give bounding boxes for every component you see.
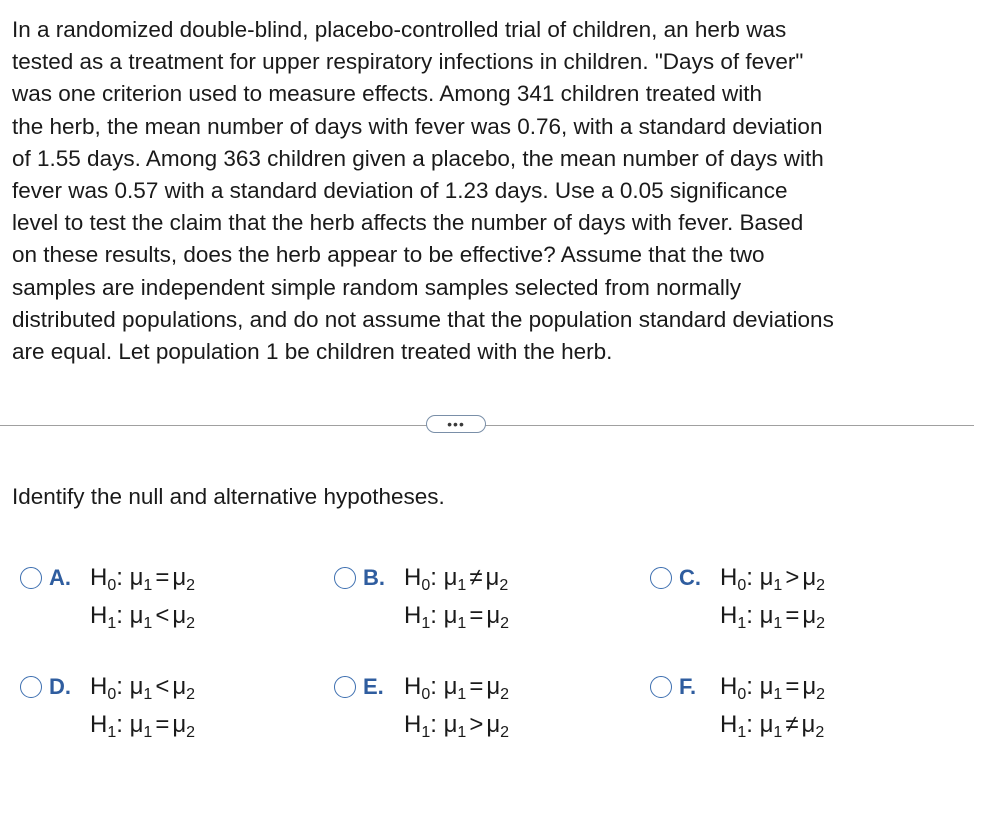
mu-subscript: 2 xyxy=(186,577,196,594)
radio-button[interactable] xyxy=(20,567,42,589)
colon: : xyxy=(116,564,123,591)
mu-symbol: μ xyxy=(129,602,144,629)
relation-symbol: ≠ xyxy=(469,564,483,591)
alternative-hypothesis xyxy=(720,711,824,739)
colon: : xyxy=(116,711,123,738)
option-letter: D. xyxy=(49,674,71,699)
section-divider xyxy=(0,425,974,426)
mu-symbol: μ xyxy=(443,673,458,700)
colon: : xyxy=(116,673,123,700)
colon: : xyxy=(430,673,437,700)
hypothesis-symbol: H xyxy=(720,711,738,738)
option-letter: C. xyxy=(679,565,701,590)
alternative-hypothesis xyxy=(404,602,509,630)
mu-symbol: μ xyxy=(172,564,187,591)
relation-symbol: < xyxy=(155,602,170,629)
mu-subscript: 2 xyxy=(186,724,196,741)
mu-symbol: μ xyxy=(759,602,774,629)
mu-symbol: μ xyxy=(759,673,774,700)
relation-symbol: = xyxy=(155,711,170,738)
question-text: In a randomized double-blind, placebo-controlled trial of children, an herb was tested as a treatment for upper respiratory infections in children. "Days of fever" was one criterion used to measure effects. Among 341 children treated with the herb, the mean number of days with fever was 0.76, with a standard deviation of 1.55 days. Among 363 children given a placebo, the mean number of days with fever was 0.57 with a standard deviation of 1.23 days. Use a 0.05 significance level to test the claim that the herb affects the number of days with fever. Based on these results, does the herb appear to be effective? Assume that the two samples are independent simple random samples selected from normally distributed populations, and do not assume that the population standard deviations are equal. Let population 1 be children treated with the herb. xyxy=(12,17,834,365)
mu-subscript: 2 xyxy=(815,724,825,741)
radio-button[interactable] xyxy=(334,676,356,698)
mu-subscript: 1 xyxy=(773,724,783,741)
mu-subscript: 2 xyxy=(816,686,826,703)
mu-symbol: μ xyxy=(802,564,817,591)
mu-symbol: μ xyxy=(172,602,187,629)
null-hypothesis xyxy=(90,673,195,701)
radio-button[interactable] xyxy=(650,676,672,698)
hypothesis-subscript: 0 xyxy=(737,577,747,594)
hypothesis-symbol: H xyxy=(90,564,108,591)
alternative-hypothesis xyxy=(90,711,195,739)
relation-symbol: = xyxy=(155,564,170,591)
colon: : xyxy=(430,564,437,591)
hypothesis-subscript: 1 xyxy=(107,615,117,632)
colon: : xyxy=(746,602,753,629)
radio-button[interactable] xyxy=(334,567,356,589)
option-b[interactable] xyxy=(334,564,634,644)
mu-subscript: 2 xyxy=(500,686,510,703)
mu-subscript: 1 xyxy=(773,615,783,632)
mu-symbol: μ xyxy=(172,673,187,700)
mu-symbol: μ xyxy=(129,673,144,700)
mu-symbol: μ xyxy=(759,711,774,738)
mu-symbol: μ xyxy=(759,564,774,591)
hypothesis-symbol: H xyxy=(720,602,738,629)
alternative-hypothesis xyxy=(720,602,825,630)
colon: : xyxy=(430,602,437,629)
null-hypothesis xyxy=(90,564,195,592)
radio-button[interactable] xyxy=(20,676,42,698)
option-d[interactable] xyxy=(20,673,320,753)
colon: : xyxy=(746,564,753,591)
option-letter: E. xyxy=(363,674,384,699)
mu-subscript: 2 xyxy=(186,686,196,703)
relation-symbol: ≠ xyxy=(785,711,799,738)
mu-symbol: μ xyxy=(802,673,817,700)
mu-symbol: μ xyxy=(443,711,458,738)
mu-subscript: 2 xyxy=(816,577,826,594)
mu-symbol: μ xyxy=(802,602,817,629)
mu-symbol: μ xyxy=(486,673,501,700)
null-hypothesis xyxy=(720,673,825,701)
hypothesis-symbol: H xyxy=(720,564,738,591)
mu-subscript: 1 xyxy=(143,724,153,741)
hypothesis-subscript: 0 xyxy=(421,686,431,703)
relation-symbol: > xyxy=(469,711,484,738)
null-hypothesis xyxy=(720,564,825,592)
hypothesis-symbol: H xyxy=(404,602,422,629)
mu-subscript: 1 xyxy=(457,724,467,741)
mu-subscript: 2 xyxy=(499,577,509,594)
hypothesis-symbol: H xyxy=(404,673,422,700)
mu-subscript: 2 xyxy=(816,615,826,632)
option-a[interactable] xyxy=(20,564,320,644)
hypothesis-symbol: H xyxy=(90,673,108,700)
colon: : xyxy=(746,673,753,700)
option-letter: B. xyxy=(363,565,385,590)
hypothesis-symbol: H xyxy=(404,564,422,591)
more-button[interactable]: ••• xyxy=(426,415,486,433)
mu-subscript: 1 xyxy=(773,686,783,703)
mu-symbol: μ xyxy=(486,602,501,629)
hypothesis-symbol: H xyxy=(404,711,422,738)
hypothesis-subscript: 1 xyxy=(737,724,747,741)
hypothesis-subscript: 1 xyxy=(737,615,747,632)
relation-symbol: = xyxy=(469,673,484,700)
option-c[interactable] xyxy=(650,564,950,644)
relation-symbol: = xyxy=(785,602,800,629)
mu-subscript: 1 xyxy=(143,686,153,703)
hypothesis-subscript: 0 xyxy=(107,577,117,594)
mu-symbol: μ xyxy=(443,602,458,629)
mu-symbol: μ xyxy=(129,564,144,591)
mu-symbol: μ xyxy=(801,711,816,738)
hypothesis-subscript: 0 xyxy=(737,686,747,703)
mu-subscript: 1 xyxy=(773,577,783,594)
mu-symbol: μ xyxy=(129,711,144,738)
relation-symbol: = xyxy=(785,673,800,700)
hypothesis-subscript: 1 xyxy=(107,724,117,741)
mu-symbol: μ xyxy=(485,564,500,591)
hypothesis-subscript: 0 xyxy=(421,577,431,594)
mu-subscript: 2 xyxy=(500,724,510,741)
hypothesis-subscript: 0 xyxy=(107,686,117,703)
mu-subscript: 1 xyxy=(457,577,467,594)
hypothesis-symbol: H xyxy=(720,673,738,700)
hypothesis-symbol: H xyxy=(90,711,108,738)
option-e[interactable] xyxy=(334,673,634,753)
mu-symbol: μ xyxy=(486,711,501,738)
relation-symbol: > xyxy=(785,564,800,591)
null-hypothesis xyxy=(404,564,508,592)
alternative-hypothesis xyxy=(90,602,195,630)
mu-subscript: 1 xyxy=(143,577,153,594)
alternative-hypothesis xyxy=(404,711,509,739)
colon: : xyxy=(116,602,123,629)
relation-symbol: < xyxy=(155,673,170,700)
mu-symbol: μ xyxy=(443,564,458,591)
option-letter: A. xyxy=(49,565,71,590)
prompt-text: Identify the null and alternative hypotheses. xyxy=(12,484,445,509)
relation-symbol: = xyxy=(469,602,484,629)
colon: : xyxy=(430,711,437,738)
mu-subscript: 1 xyxy=(143,615,153,632)
colon: : xyxy=(746,711,753,738)
option-f[interactable] xyxy=(650,673,950,753)
mu-subscript: 2 xyxy=(186,615,196,632)
null-hypothesis xyxy=(404,673,509,701)
mu-subscript: 2 xyxy=(500,615,510,632)
mu-symbol: μ xyxy=(172,711,187,738)
hypothesis-subscript: 1 xyxy=(421,615,431,632)
mu-subscript: 1 xyxy=(457,686,467,703)
hypothesis-symbol: H xyxy=(90,602,108,629)
option-letter: F. xyxy=(679,674,697,699)
radio-button[interactable] xyxy=(650,567,672,589)
mu-subscript: 1 xyxy=(457,615,467,632)
hypothesis-subscript: 1 xyxy=(421,724,431,741)
